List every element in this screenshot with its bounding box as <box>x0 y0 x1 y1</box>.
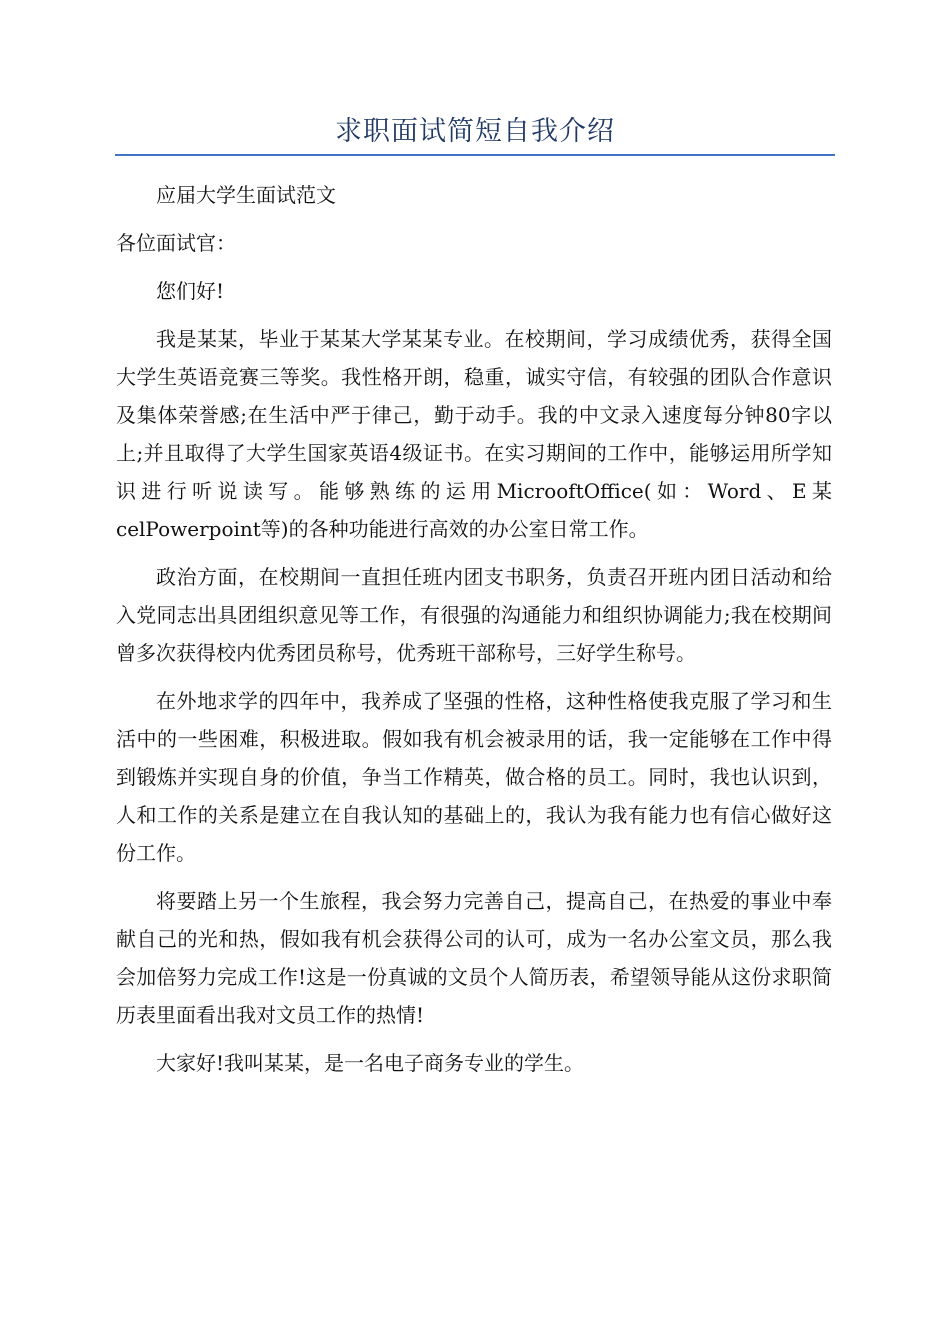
salutation-paragraph: 各位面试官： <box>116 231 236 255</box>
character-paragraph: 在外地求学的四年中，我养成了坚强的性格，这种性格使我克服了学习和生活中的一些困难，积极进取。假如我有机会被录用的话，我一定能够在工作中得到锻炼并实现自身的价值，争当工作精英，做合格的员工。同时，我也认识到，人和工作的关系是建立在自我认知的基础上的，我认为我有能力也有信心做好这份工作。 <box>116 689 832 865</box>
greeting-paragraph: 您们好! <box>156 279 225 303</box>
closing-paragraph: 大家好!我叫某某，是一名电子商务专业的学生。 <box>156 1051 585 1075</box>
politics-paragraph: 政治方面，在校期间一直担任班内团支书职务，负责召开班内团日活动和给入党同志出具团组织意见等工作，有很强的沟通能力和组织协调能力;我在校期间曾多次获得校内优秀团员称号，优秀班干部称号，三好学生称号。 <box>116 565 832 665</box>
intro-paragraph: 我是某某，毕业于某某大学某某专业。在校期间，学习成绩优秀，获得全国大学生英语竞赛三等奖。我性格开朗，稳重，诚实守信，有较强的团队合作意识及集体荣誉感;在生活中严于律己，勤于动手。我的中文录入速度每分钟80字以上;并且取得了大学生国家英语4级证书。在实习期间的工作中，能够运用所学知识进行听说读写。能够熟练的运用MicrooftOffice(如：Word、E某celPowerpoint等)的各种功能进行高效的办公室日常工作。 <box>116 327 832 541</box>
future-paragraph: 将要踏上另一个生旅程，我会努力完善自己，提高自己，在热爱的事业中奉献自己的光和热，假如我有机会获得公司的认可，成为一名办公室文员，那么我会加倍努力完成工作!这是一份真诚的文员个人简历表，希望领导能从这份求职简历表里面看出我对文员工作的热情! <box>116 889 832 1027</box>
subtitle-paragraph: 应届大学生面试范文 <box>156 183 336 207</box>
document-body <box>116 176 832 1092</box>
title-underline <box>115 154 835 156</box>
document-title: 求职面试简短自我介绍 <box>335 116 615 147</box>
